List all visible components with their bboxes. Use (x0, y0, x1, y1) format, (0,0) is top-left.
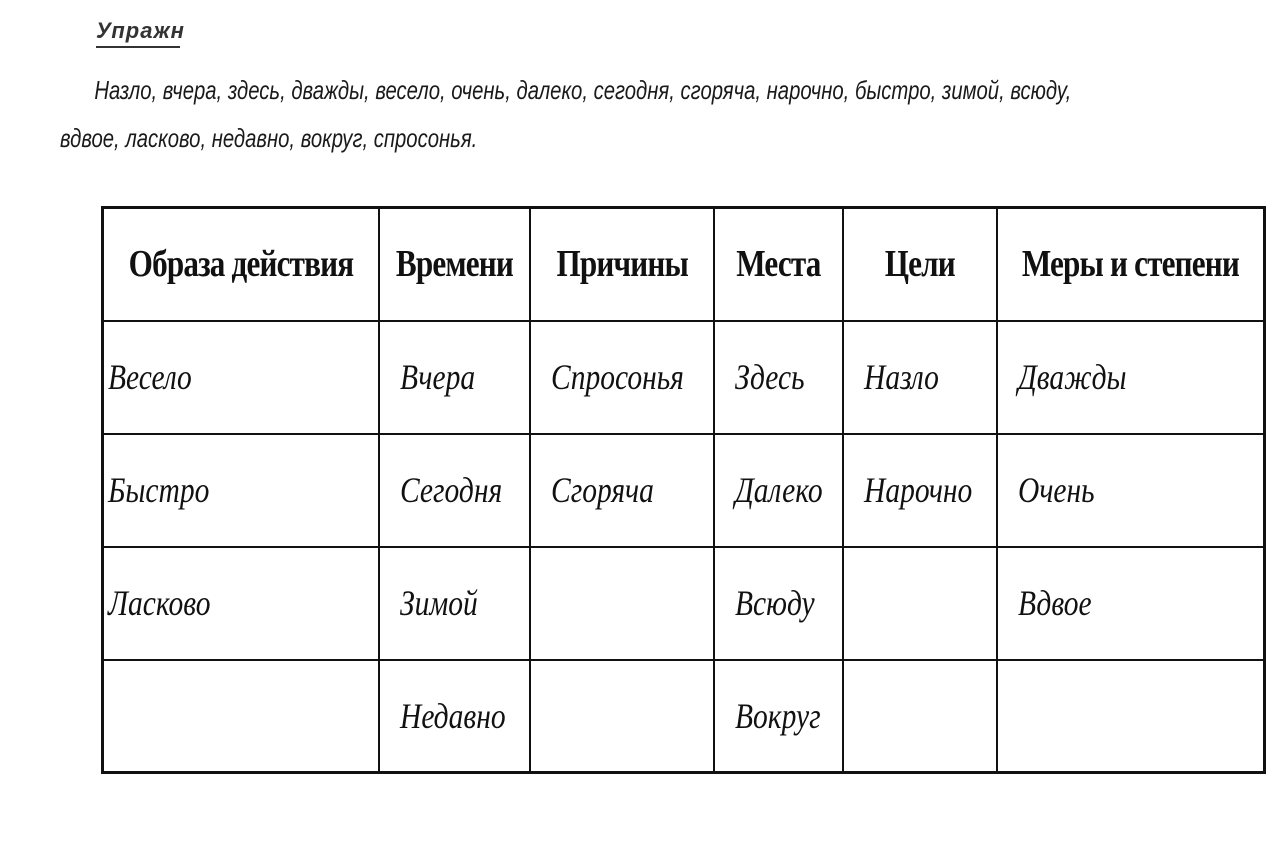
table-row (103, 660, 1265, 773)
table-cell: Нарочно (843, 434, 997, 547)
table-cell: Зимой (379, 547, 530, 660)
header-cell: Цели (843, 208, 997, 321)
table-cell: Вчера (379, 321, 530, 434)
table-cell: Вокруг (714, 660, 843, 773)
table-cell: Здесь (714, 321, 843, 434)
table-cell: Далеко (714, 434, 843, 547)
table-cell: Очень (997, 434, 1264, 547)
adverb-classification-table (101, 206, 1266, 774)
table-row (103, 321, 1265, 434)
table-cell: Весело (103, 321, 379, 434)
table-cell: Всюду (714, 547, 843, 660)
table-cell: Недавно (379, 660, 530, 773)
exercise-word-list: Назло, вчера, здесь, дважды, весело, очень, далеко, сегодня, сгоряча, нарочно, быстро, зимой, всюду, вдвое, ласково, недавно, вокруг, спросонья. (60, 75, 1072, 153)
table-cell (530, 547, 714, 660)
table-cell: Спросонья (530, 321, 714, 434)
header-cell: Места (714, 208, 843, 321)
header-cell: Меры и степени (997, 208, 1264, 321)
cut-off-heading (96, 18, 185, 54)
table-cell: Сегодня (379, 434, 530, 547)
cut-off-heading-text: Упражн (96, 18, 185, 43)
table-cell: Ласково (103, 547, 379, 660)
table-cell (997, 660, 1264, 773)
table-row (103, 547, 1265, 660)
table-cell (103, 660, 379, 773)
table-cell (843, 660, 997, 773)
header-cell: Причины (530, 208, 714, 321)
table-row (103, 434, 1265, 547)
table-cell: Быстро (103, 434, 379, 547)
header-cell: Образа действия (103, 208, 379, 321)
table-cell: Вдвое (997, 547, 1264, 660)
table-cell (530, 660, 714, 773)
table-header-row (103, 208, 1265, 321)
table-cell (843, 547, 997, 660)
table-cell: Назло (843, 321, 997, 434)
header-cell: Времени (379, 208, 530, 321)
table-cell: Дважды (997, 321, 1264, 434)
table-cell: Сгоряча (530, 434, 714, 547)
